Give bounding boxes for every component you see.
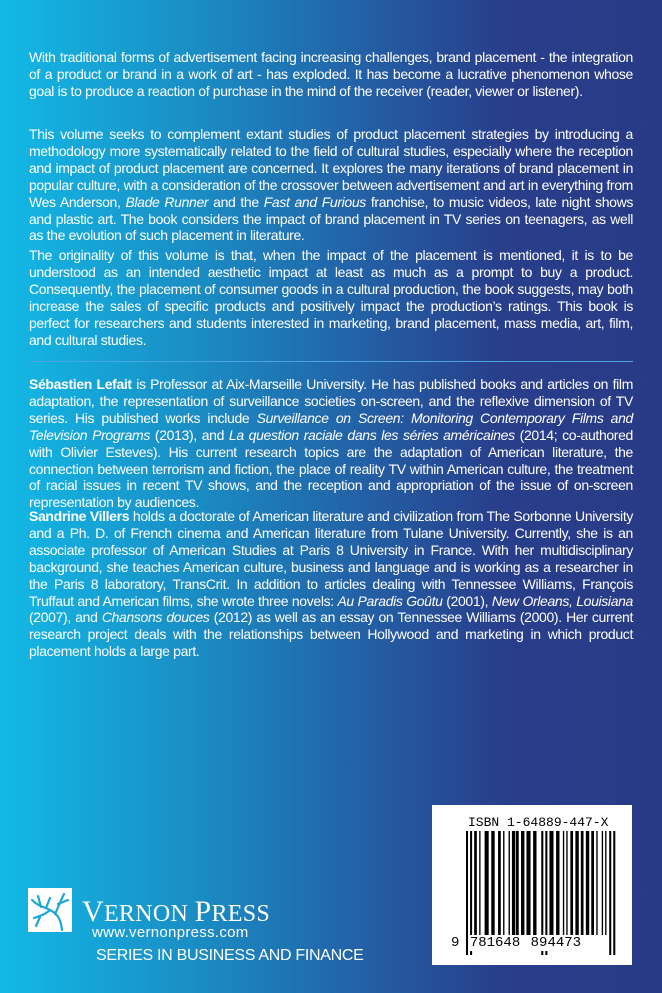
text-segment: The originality of this volume is that, when the impact of the placement is mentioned, it is to be understood as an intended aesthetic impact at least as much as a prompt to buy a product. Consequently, the placement of consumer goods in a cultural production, the book suggests, may both increase the sales of specific products and positively impact the production’s ratings. This book is perfect for researchers and students interested in marketing, brand placement, mass media, art, film, and cultural studies. (29, 247, 633, 348)
barcode-bar (575, 831, 578, 935)
barcode-bar (491, 831, 494, 935)
barcode-bar (521, 831, 524, 935)
barcode-bar (591, 831, 594, 935)
text-segment: With traditional forms of advertisement facing increasing challenges, brand placement - the integration of a product or brand in a work of art - has exploded. It has become a lucrative phenomenon whose goal is to produce a reaction of purchase in the mind of the receiver (reader, viewer or listener). (29, 49, 633, 99)
text-segment: This volume seeks to complement extant studies of product placement strategies by introducing a methodology more systematically related to the field of cultural studies, especially where the reception and impact of product placement are concerned. It explores the many iterations of brand placement in popular culture, with a consideration of the crossover between advertisement and art in everything from Wes Anderson, (29, 126, 633, 210)
barcode-bar (586, 831, 589, 935)
publisher-name-part: RESS (211, 901, 271, 927)
text-segment: (2012) as well as an essay on Tennessee Williams (2000). Her current research project deals with the relationships between Hollywood and marketing in which product placement holds a large part. (29, 609, 634, 660)
barcode-bar (581, 831, 584, 935)
barcode-bar (605, 831, 606, 935)
work-title: Chansons douces (101, 609, 210, 626)
barcode-bar (503, 831, 504, 935)
barcode-bar (563, 831, 564, 935)
text-segment: (2014; co-authored with Olivier Esteves). His current research topics are the adaptation of American literature, the connection between terrorism and fiction, the place of reality TV within American culture, the treatment of racial issues in recent TV shows, and the reception and appropriation of the issue of on-screen representation by audiences. (29, 426, 633, 511)
text-segment: franchise, to music videos, late night shows and plastic art. The book considers the impact of brand placement in TV series on teenagers, as well as the evolution of such placement in literature. (29, 193, 633, 244)
barcode-bar (516, 831, 519, 935)
work-title: Au Paradis Goûtu (337, 592, 443, 609)
text-segment: (2001), (442, 592, 492, 609)
publisher-url: www.vernonpress.com (92, 924, 249, 941)
barcode-bar (479, 831, 480, 935)
author-name: Sébastien Lefait (29, 376, 132, 392)
barcode-bar (613, 831, 615, 955)
barcode-bar (509, 831, 510, 935)
work-title: La question raciale dans les séries américaines (228, 426, 515, 443)
barcode-bar (485, 831, 489, 935)
barcode-bar (498, 831, 501, 935)
work-title: Fast and Furious (263, 193, 366, 210)
description-paragraph-1 (29, 49, 633, 100)
barcode-bar (474, 831, 477, 935)
work-title: New Orleans, Louisiana (491, 592, 633, 609)
publisher-name-part: P (194, 895, 212, 928)
text-segment: holds a doctorate of American literature and civilization from The Sorbonne University and a Ph. D. of French cinema and American literature from Tulane University. Currently, she is an associate professor of American Studies at Paris 8 University in France. With her multidisciplinary background, she teaches American culture, business and language and is working as a researcher in the Paris 8 laboratory, TransCrit. In addition to articles dealing with Tennessee Williams, François Truffaut and American films, she wrote three novels: (29, 508, 634, 609)
text-segment: and the (208, 193, 264, 210)
ean-first-digit: 9 (451, 935, 460, 951)
vernon-press-tree-logo-icon (28, 888, 72, 932)
text-segment: (2013), and (150, 426, 229, 443)
description-paragraph-3 (29, 247, 633, 348)
publisher-name-part: V (82, 895, 104, 928)
isbn-label: ISBN 1-64889-447-X (468, 815, 609, 830)
barcode-bar (609, 831, 611, 955)
work-title: Blade Runner (125, 193, 209, 210)
text-segment: is Professor at Aix-Marseille University. He has published books and articles on film adaptation, the representation of surveillance societies on-screen, and the reflexive dimension of TV series. His published works include (29, 376, 634, 426)
ean-right-digits: 894473 (530, 935, 582, 951)
text-segment: (2007), and (29, 609, 102, 626)
barcode-bar (526, 831, 530, 935)
author-name: Sandrine Villers (29, 508, 130, 524)
work-title: Surveillance on Screen: Monitoring Contemporary Films and Television Programs (29, 409, 633, 443)
barcode-bar (512, 831, 515, 935)
description-paragraph-2 (29, 126, 633, 244)
author-bio-lefait (29, 376, 633, 511)
barcode-bar (533, 831, 536, 935)
barcode-bar (549, 831, 553, 935)
barcode-bar (566, 831, 567, 935)
barcode-bar (596, 831, 597, 935)
barcode-bar (556, 831, 559, 935)
barcode-bar (602, 831, 603, 935)
isbn-barcode-box (432, 805, 632, 965)
barcode-bar (570, 831, 573, 935)
publisher-name-part: ERNON (103, 901, 195, 927)
section-divider (29, 361, 633, 362)
series-name: SERIES IN BUSINESS AND FINANCE (96, 947, 364, 964)
ean-digits (450, 935, 582, 951)
author-bio-villers (29, 508, 633, 660)
ean-left-digits: 781648 (469, 935, 521, 951)
